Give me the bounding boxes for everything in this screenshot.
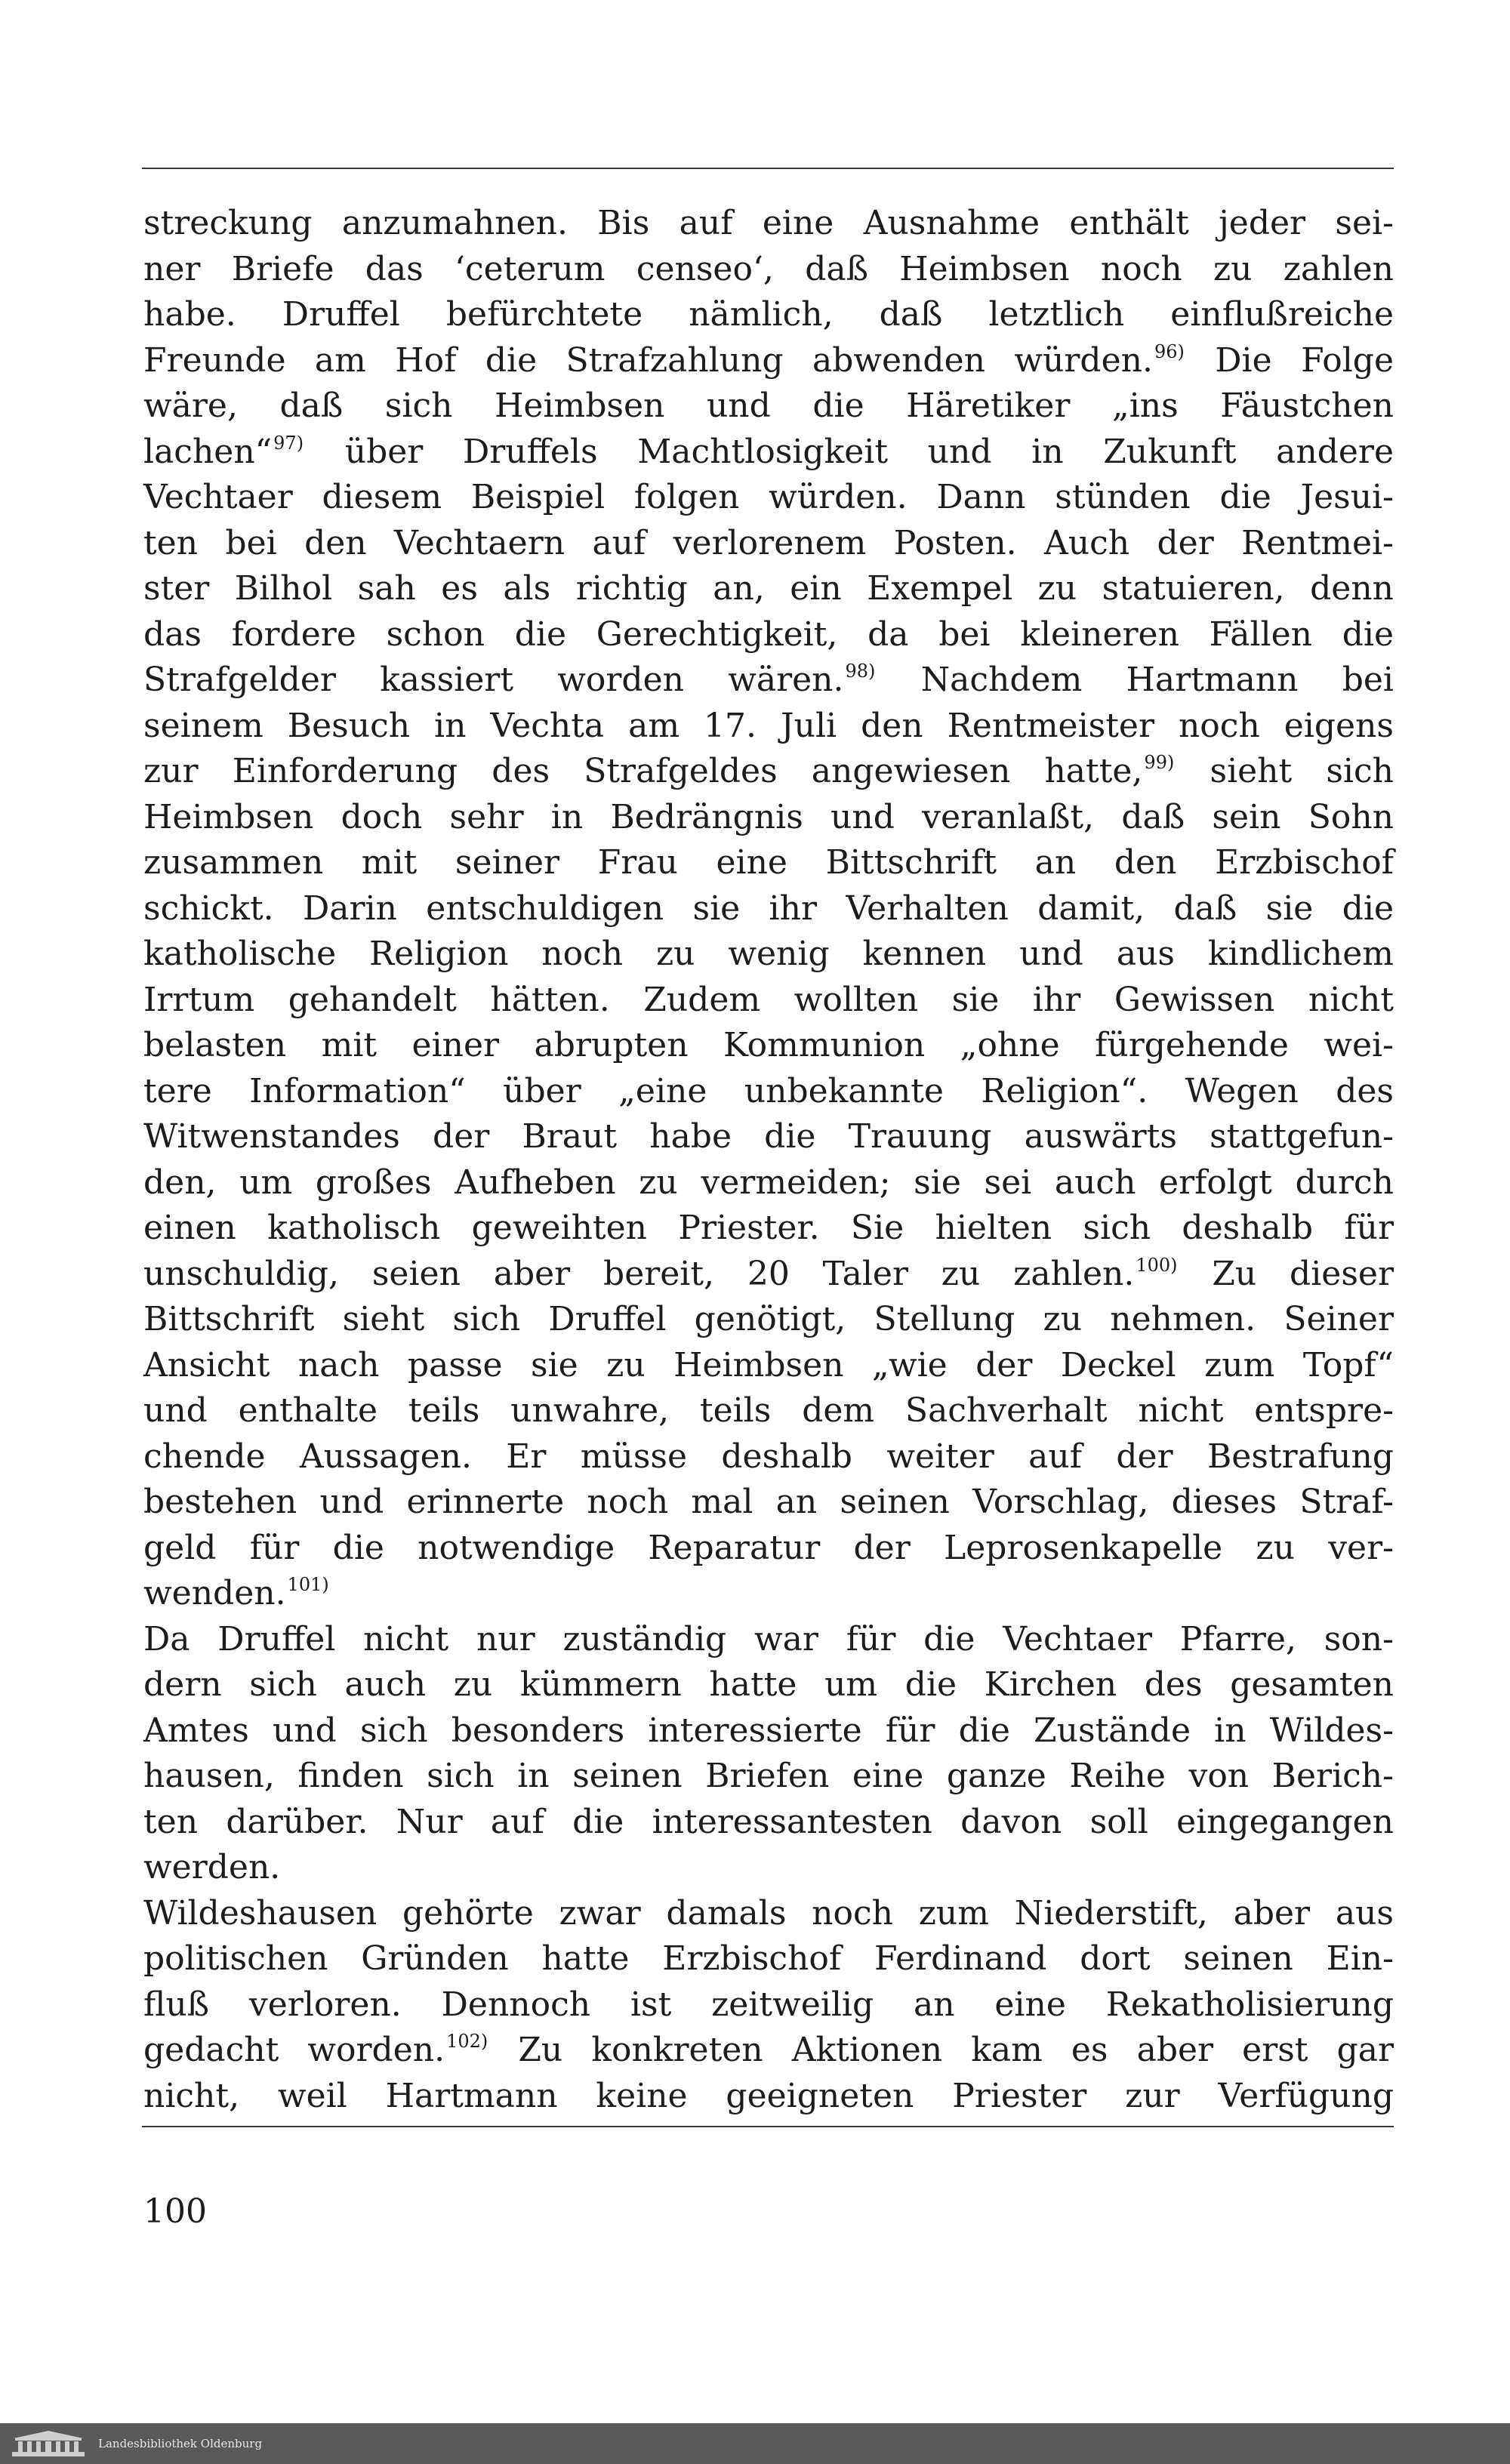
text-line: streckung anzumahnen. Bis auf eine Ausnahme enthält jeder sei- (143, 204, 1394, 242)
footnote-ref: 102) (446, 2031, 488, 2052)
text-line: ten bei den Vechtaern auf verlorenem Posten. Auch der Rentmei- (143, 523, 1394, 562)
text-line: den, um großes Aufheben zu vermeiden; sie sei auch erfolgt durch (143, 1163, 1394, 1202)
text-line: Bittschrift sieht sich Druffel genötigt, Stellung zu nehmen. Seiner (143, 1300, 1394, 1338)
text-line (143, 658, 1394, 704)
text-line (143, 749, 1394, 795)
text-line: das fordere schon die Gerechtigkeit, da bei kleineren Fällen die (143, 614, 1394, 654)
text-span: wenden. (143, 1574, 286, 1612)
text-line: Amtes und sich besonders interessierte für die Zustände in Wildes- (143, 1711, 1394, 1750)
text-line: hausen, finden sich in seinen Briefen eine ganze Reihe von Berich- (143, 1757, 1394, 1795)
text-line: zusammen mit seiner Frau eine Bittschrift an den Erzbischof (143, 843, 1394, 882)
text-span: zur Einforderung des Strafgeldes angewiesen hatte, (143, 752, 1143, 790)
text-line (143, 1252, 1394, 1298)
text-line: chende Aussagen. Er müsse deshalb weiter auf der Bestrafung (143, 1437, 1394, 1476)
text-line (143, 2028, 1394, 2074)
text-line: seinem Besuch in Vechta am 17. Juli den Rentmeister noch eigens (143, 706, 1394, 745)
text-line: Vechtaer diesem Beispiel folgen würden. Dann stünden die Jesui- (143, 478, 1394, 516)
paragraph (143, 1617, 1394, 1891)
footnote-ref: 98) (845, 661, 876, 682)
text-line (143, 430, 1394, 476)
footnote-ref: 99) (1144, 752, 1175, 773)
text-line: und enthalte teils unwahre, teils dem Sachverhalt nicht entspre- (143, 1391, 1394, 1430)
text-line: Irrtum gehandelt hätten. Zudem wollten sie ihr Gewissen nicht (143, 980, 1394, 1019)
text-span: Freunde am Hof die Strafzahlung abwenden würden. (143, 340, 1153, 380)
footer-bar (0, 2423, 1510, 2464)
body-text (143, 201, 1394, 2119)
text-line: katholische Religion noch zu wenig kennen und aus kindlichem (143, 935, 1394, 973)
text-line (143, 338, 1394, 384)
text-line: bestehen und erinnerte noch mal an seinen Vorschlag, dieses Straf- (143, 1483, 1394, 1521)
footer-library-name: Landesbibliothek Oldenburg (98, 2437, 263, 2450)
text-line: fluß verloren. Dennoch ist zeitweilig an eine Rekatholisierung (143, 1985, 1394, 2024)
text-line: einen katholisch geweihten Priester. Sie hielten sich deshalb für (143, 1209, 1394, 1247)
text-line: werden. (143, 1848, 281, 1886)
text-span: lachen“ (143, 432, 273, 471)
footnote-ref: 97) (273, 432, 304, 454)
text-span: Die Folge (1215, 340, 1394, 380)
footnote-ref: 101) (287, 1574, 329, 1595)
text-line: Witwenstandes der Braut habe die Trauung auswärts stattgefun- (143, 1117, 1394, 1156)
text-line: ster Bilhol sah es als richtig an, ein Exempel zu statuieren, denn (143, 569, 1394, 608)
text-span: sieht sich (1210, 752, 1394, 790)
text-span: über Druffels Machtlosigkeit und in Zukunft andere (344, 432, 1394, 471)
text-line: politischen Gründen hatte Erzbischof Ferdinand dort seinen Ein- (143, 1939, 1394, 1978)
bottom-rule (142, 2126, 1394, 2127)
text-line: wäre, daß sich Heimbsen und die Häretiker „ins Fäustchen (143, 387, 1394, 425)
library-building-logo (11, 2429, 86, 2458)
footnote-ref: 96) (1154, 340, 1185, 362)
text-span: Zu dieser (1212, 1254, 1394, 1293)
text-line: geld für die notwendige Reparatur der Leprosenkapelle zu ver- (143, 1528, 1394, 1567)
text-line: habe. Druffel befürchtete nämlich, daß letztlich einflußreiche (143, 295, 1394, 334)
text-line: tere Information“ über „eine unbekannte Religion“. Wegen des (143, 1071, 1394, 1110)
text-line: Ansicht nach passe sie zu Heimbsen „wie der Deckel zum Topf“ (143, 1345, 1394, 1384)
paragraph (143, 1891, 1394, 2120)
top-rule (142, 168, 1394, 169)
text-line: Da Druffel nicht nur zuständig war für die Vechtaer Pfarre, son- (143, 1619, 1394, 1659)
text-span: gedacht worden. (143, 2031, 445, 2069)
text-line: belasten mit einer abrupten Kommunion „ohne fürgehende wei- (143, 1026, 1394, 1064)
text-line: Wildeshausen gehörte zwar damals noch zum Niederstift, aber aus (143, 1893, 1394, 1933)
text-span: Nachdem Hartmann bei (920, 661, 1394, 699)
text-line (143, 1571, 1394, 1617)
text-line: dern sich auch zu kümmern hatte um die Kirchen des gesamten (143, 1665, 1394, 1704)
text-line: nicht, weil Hartmann keine geeigneten Priester zur Verfügung (143, 2076, 1394, 2115)
footnote-ref: 100) (1136, 1254, 1178, 1276)
text-line: schickt. Darin entschuldigen sie ihr Verhalten damit, daß sie die (143, 889, 1394, 928)
text-line: Heimbsen doch sehr in Bedrängnis und veranlaßt, daß sein Sohn (143, 797, 1394, 836)
page-number: 100 (143, 2192, 207, 2231)
text-span: Strafgelder kassiert worden wären. (143, 661, 844, 699)
text-line: ten darüber. Nur auf die interessantesten davon soll eingegangen (143, 1802, 1394, 1841)
text-line: ner Briefe das ‘ceterum censeo‘, daß Heimbsen noch zu zahlen (143, 249, 1394, 288)
text-span: Zu konkreten Aktionen kam es aber erst gar (518, 2031, 1394, 2069)
paragraph (143, 201, 1394, 1617)
text-span: unschuldig, seien aber bereit, 20 Taler zu zahlen. (143, 1254, 1135, 1293)
